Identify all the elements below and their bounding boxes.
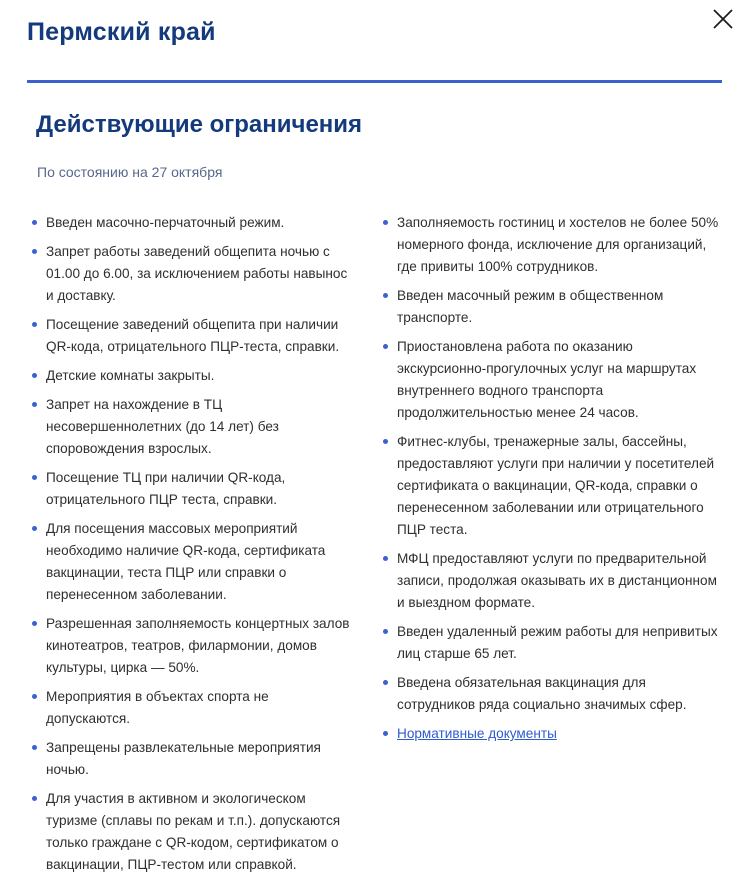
restrictions-list-right [382, 212, 724, 745]
restriction-item: Посещение заведений общепита при наличии QR-кода, отрицательного ПЦР-теста, справки. [31, 314, 356, 358]
restriction-item: Введена обязательная вакцинация для сотрудников ряда социально значимых сфер. [382, 672, 724, 716]
restriction-item: Запрещены развлекательные мероприятия ночью. [31, 737, 356, 781]
restriction-item: Посещение ТЦ при наличии QR-кода, отрицательного ПЦР теста, справки. [31, 467, 356, 511]
page-title: Действующие ограничения [36, 111, 363, 138]
restrictions-columns [0, 212, 749, 883]
restriction-item: МФЦ предоставляют услуги по предварительной записи, продолжая оказывать их в дистанционном и выездном формате. [382, 548, 724, 614]
restriction-item: Заполняемость гостиниц и хостелов не более 50% номерного фонда, исключение для организаций, где привиты 100% сотрудников. [382, 212, 724, 278]
restriction-item: Детские комнаты закрыты. [31, 365, 356, 387]
restriction-item: Для посещения массовых мероприятий необходимо наличие QR-кода, сертификата вакцинации, теста ПЦР или справки о перенесенном заболевании. [31, 518, 356, 606]
restriction-item: Для участия в активном и экологическом туризме (сплавы по рекам и т.п.). допускаются только граждане с QR-кодом, сертификатом о вакцинации, ПЦР-тестом или справкой. [31, 788, 356, 876]
header-divider [27, 80, 722, 83]
list-item [382, 723, 724, 745]
normative-documents-link[interactable]: Нормативные документы [397, 726, 557, 741]
restriction-item: Введен масочно-перчаточный режим. [31, 212, 356, 234]
close-button[interactable] [706, 2, 740, 36]
restriction-item: Фитнес-клубы, тренажерные залы, бассейны, предоставляют услуги при наличии у посетителей сертификата о вакцинации, QR-кода, справки о перенесенном заболевании или отрицательного ПЦР теста. [382, 431, 724, 541]
restrictions-list-left [31, 212, 356, 876]
region-title: Пермский край [27, 18, 216, 46]
restriction-item: Приостановлена работа по оказанию экскурсионно-прогулочных услуг на маршрутах внутреннего водного транспорта продолжительностью менее 24 часов. [382, 336, 724, 424]
restrictions-left-column [0, 212, 372, 883]
restrictions-right-column [372, 212, 749, 752]
restriction-item: Введен масочный режим в общественном транспорте. [382, 285, 724, 329]
status-date: По состоянию на 27 октября [37, 164, 223, 180]
close-icon [712, 8, 734, 30]
restriction-item: Разрешенная заполняемость концертных залов кинотеатров, театров, филармонии, домов культуры, цирка — 50%. [31, 613, 356, 679]
restriction-item: Запрет на нахождение в ТЦ несовершеннолетних (до 14 лет) без споровождения взрослых. [31, 394, 356, 460]
restriction-item: Мероприятия в объектах спорта не допускаются. [31, 686, 356, 730]
restriction-item: Введен удаленный режим работы для непривитых лиц старше 65 лет. [382, 621, 724, 665]
restriction-item: Запрет работы заведений общепита ночью с 01.00 до 6.00, за исключением работы навынос и доставку. [31, 241, 356, 307]
